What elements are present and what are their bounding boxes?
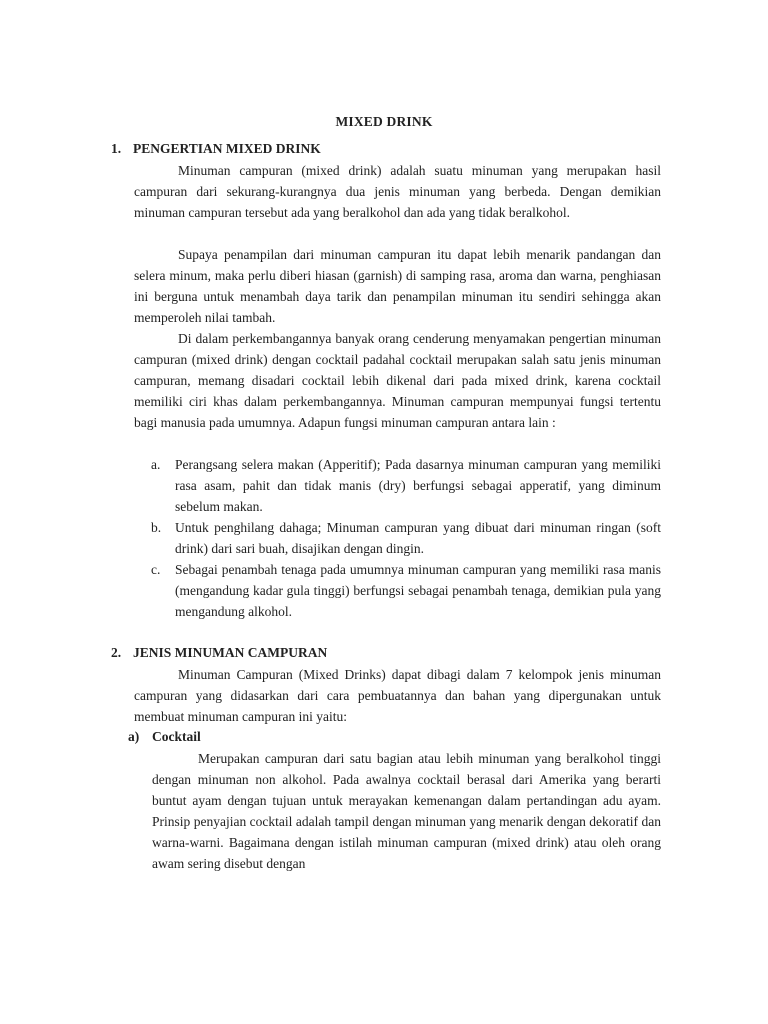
subsection-cocktail-heading	[128, 729, 201, 745]
section-2-title: JENIS MINUMAN CAMPURAN	[133, 645, 328, 660]
section-2-heading	[111, 645, 327, 661]
list-marker: c.	[151, 562, 161, 577]
section-2-paragraph-1: Minuman Campuran (Mixed Drinks) dapat dibagi dalam 7 kelompok jenis minuman campuran yang didasarkan dari cara pembuatannya dan bahan yang dipergunakan untuk membuat minuman campuran ini yaitu:	[134, 667, 661, 724]
section-1-paragraph-3: Di dalam perkembangannya banyak orang cenderung menyamakan pengertian minuman campuran (mixed drink) dengan cocktail padahal cocktail merupakan salah satu jenis minuman campuran, memang disadari cocktail lebih dikenal dari pada mixed drink, karena cocktail memiliki ciri khas dalam perkembangannya. Minuman campuran mempunyai fungsi tertentu bagi manusia pada umumnya. Adapun fungsi minuman campuran antara lain :	[134, 331, 661, 430]
list-marker: a.	[151, 457, 161, 472]
list-item	[151, 559, 661, 622]
section-1-number: 1.	[111, 141, 122, 156]
list-item	[151, 454, 661, 517]
subsection-title: Cocktail	[152, 729, 201, 744]
subsection-cocktail-paragraph: Merupakan campuran dari satu bagian atau lebih minuman yang beralkohol tinggi dengan minuman non alkohol. Pada awalnya cocktail berasal dari Amerika yang berarti buntut ayam dengan tujuan untuk merayakan kemenangan dalam pertandingan adu ayam. Prinsip penyajian cocktail adalah tampil dengan minuman yang menarik dengan dekoratif dan warna-warni. Bagaimana dengan istilah minuman campuran (mixed drink) atau oleh orang awam sering disebut dengan	[152, 751, 661, 871]
list-marker: b.	[151, 520, 162, 535]
list-item-text: Perangsang selera makan (Apperitif); Pada dasarnya minuman campuran yang memiliki rasa asam, pahit dan tidak manis (dry) berfungsi sebagai apperatif, yang diminum sebelum makan.	[175, 457, 661, 514]
list-item-text: Sebagai penambah tenaga pada umumnya minuman campuran yang memiliki rasa manis (mengandung kadar gula tinggi) berfungsi sebagai penambah tenaga, demikian pula yang mengandung alkohol.	[175, 562, 661, 619]
section-1-paragraph-2: Supaya penampilan dari minuman campuran itu dapat lebih menarik pandangan dan selera minum, maka perlu diberi hiasan (garnish) di samping rasa, aroma dan warna, penghiasan ini berguna untuk menambah daya tarik dan penampilan minuman itu sendiri sehingga akan memperoleh nilai tambah.	[134, 247, 661, 325]
section-2-number: 2.	[111, 645, 122, 660]
list-item-text: Untuk penghilang dahaga; Minuman campuran yang dibuat dari minuman ringan (soft drink) dari sari buah, disajikan dengan dingin.	[175, 520, 661, 556]
section-1-title: PENGERTIAN MIXED DRINK	[133, 141, 321, 156]
subsection-number: a)	[128, 729, 140, 744]
document-title: MIXED DRINK	[335, 114, 433, 129]
section-1-paragraph-1: Minuman campuran (mixed drink) adalah suatu minuman yang merupakan hasil campuran dari sekurang-kurangnya dua jenis minuman yang berbeda. Dengan demikian minuman campuran tersebut ada yang beralkohol dan ada yang tidak beralkohol.	[134, 163, 661, 220]
list-item	[151, 517, 661, 559]
fungsi-list	[151, 454, 661, 622]
section-1-heading	[111, 141, 321, 157]
